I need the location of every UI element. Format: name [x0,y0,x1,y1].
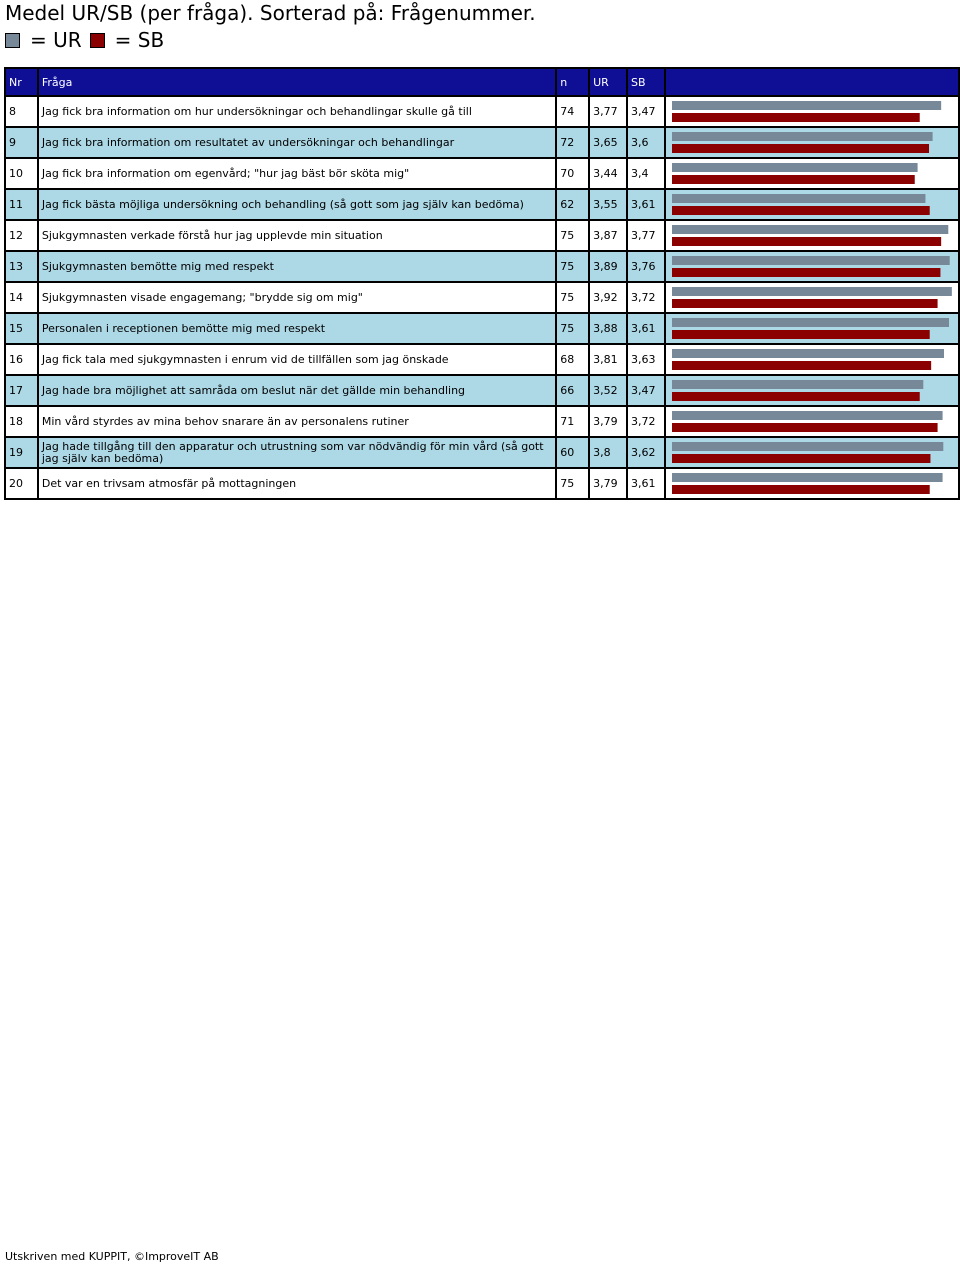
row-bar-cell [665,158,959,189]
sb-bar [672,485,930,494]
row-sb-value: 3,76 [627,251,665,282]
row-question: Min vård styrdes av mina behov snarare än av personalens rutiner [38,406,556,437]
table-row [5,189,959,220]
sb-bar [672,392,920,401]
row-bar-chart [669,283,955,312]
row-n: 75 [556,468,589,499]
row-ur-value: 3,79 [589,406,627,437]
row-sb-value: 3,63 [627,344,665,375]
row-ur-value: 3,52 [589,375,627,406]
row-bar-cell [665,468,959,499]
row-n: 75 [556,251,589,282]
ur-bar [672,256,950,265]
table-row [5,251,959,282]
row-ur-value: 3,55 [589,189,627,220]
table-row [5,158,959,189]
col-header-chart [665,68,959,96]
table-row [5,468,959,499]
table-row [5,437,959,468]
ur-bar [672,101,941,110]
row-sb-value: 3,61 [627,313,665,344]
row-bar-cell [665,251,959,282]
row-bar-chart [669,438,955,467]
legend [5,29,172,51]
sb-bar [672,113,920,122]
row-n: 74 [556,96,589,127]
ur-bar [672,349,944,358]
row-sb-value: 3,77 [627,220,665,251]
row-nr: 17 [5,375,38,406]
row-question: Jag hade bra möjlighet att samråda om beslut när det gällde min behandling [38,375,556,406]
row-bar-cell [665,406,959,437]
col-header-question: Fråga [38,68,556,96]
row-sb-value: 3,72 [627,282,665,313]
row-n: 62 [556,189,589,220]
row-bar-chart [669,407,955,436]
row-ur-value: 3,92 [589,282,627,313]
sb-bar [672,361,931,370]
row-sb-value: 3,61 [627,468,665,499]
row-sb-value: 3,47 [627,96,665,127]
row-question: Sjukgymnasten visade engagemang; "brydde sig om mig" [38,282,556,313]
row-sb-value: 3,62 [627,437,665,468]
sb-legend-label: = SB [114,28,165,52]
page-title: Medel UR/SB (per fråga). Sorterad på: Frågenummer. [5,1,536,25]
table-row [5,282,959,313]
table-header-row [5,68,959,96]
row-question: Jag hade tillgång till den apparatur och utrustning som var nödvändig för min vård (så gott jag själv kan bedöma) [38,437,556,468]
row-sb-value: 3,4 [627,158,665,189]
col-header-sb: SB [627,68,665,96]
row-bar-cell [665,344,959,375]
footer-credit: Utskriven med KUPPIT, ©ImproveIT AB [5,1250,219,1263]
row-n: 66 [556,375,589,406]
row-nr: 12 [5,220,38,251]
row-bar-cell [665,375,959,406]
row-nr: 19 [5,437,38,468]
row-bar-chart [669,97,955,126]
row-ur-value: 3,44 [589,158,627,189]
row-nr: 10 [5,158,38,189]
ur-legend-swatch [5,33,20,48]
table-row [5,406,959,437]
row-bar-chart [669,221,955,250]
row-bar-cell [665,437,959,468]
row-nr: 15 [5,313,38,344]
table-row [5,344,959,375]
results-table [4,67,960,500]
row-question: Sjukgymnasten bemötte mig med respekt [38,251,556,282]
row-nr: 9 [5,127,38,158]
sb-bar [672,454,930,463]
row-bar-chart [669,252,955,281]
table-row [5,96,959,127]
row-bar-cell [665,96,959,127]
row-question: Jag fick tala med sjukgymnasten i enrum vid de tillfällen som jag önskade [38,344,556,375]
row-sb-value: 3,61 [627,189,665,220]
row-nr: 20 [5,468,38,499]
row-n: 70 [556,158,589,189]
ur-bar [672,411,943,420]
ur-bar [672,194,925,203]
sb-bar [672,144,929,153]
ur-bar [672,132,933,141]
ur-bar [672,318,949,327]
row-nr: 13 [5,251,38,282]
row-nr: 16 [5,344,38,375]
row-ur-value: 3,88 [589,313,627,344]
row-ur-value: 3,81 [589,344,627,375]
row-sb-value: 3,47 [627,375,665,406]
row-nr: 11 [5,189,38,220]
row-ur-value: 3,65 [589,127,627,158]
row-ur-value: 3,79 [589,468,627,499]
row-ur-value: 3,8 [589,437,627,468]
ur-bar [672,473,943,482]
col-header-ur: UR [589,68,627,96]
ur-bar [672,163,918,172]
row-n: 68 [556,344,589,375]
row-n: 75 [556,282,589,313]
row-n: 71 [556,406,589,437]
row-bar-chart [669,469,955,498]
sb-bar [672,423,938,432]
row-sb-value: 3,72 [627,406,665,437]
sb-bar [672,237,941,246]
row-bar-chart [669,345,955,374]
row-question: Personalen i receptionen bemötte mig med respekt [38,313,556,344]
col-header-nr: Nr [5,68,38,96]
row-question: Sjukgymnasten verkade förstå hur jag upplevde min situation [38,220,556,251]
row-bar-cell [665,189,959,220]
row-question: Jag fick bästa möjliga undersökning och behandling (så gott som jag själv kan bedöma) [38,189,556,220]
row-bar-chart [669,128,955,157]
row-nr: 18 [5,406,38,437]
row-nr: 14 [5,282,38,313]
row-n: 75 [556,220,589,251]
row-question: Jag fick bra information om resultatet av undersökningar och behandlingar [38,127,556,158]
row-bar-cell [665,282,959,313]
sb-bar [672,175,915,184]
row-bar-chart [669,190,955,219]
row-n: 75 [556,313,589,344]
row-question: Jag fick bra information om egenvård; "hur jag bäst bör sköta mig" [38,158,556,189]
ur-bar [672,287,952,296]
row-question: Det var en trivsam atmosfär på mottagningen [38,468,556,499]
col-header-n: n [556,68,589,96]
row-sb-value: 3,6 [627,127,665,158]
row-bar-cell [665,313,959,344]
table-row [5,375,959,406]
sb-bar [672,330,930,339]
sb-bar [672,206,930,215]
table-row [5,127,959,158]
row-bar-cell [665,127,959,158]
table-row [5,220,959,251]
ur-bar [672,442,943,451]
table-row [5,313,959,344]
row-bar-cell [665,220,959,251]
row-ur-value: 3,89 [589,251,627,282]
row-bar-chart [669,376,955,405]
sb-bar [672,299,938,308]
row-question: Jag fick bra information om hur undersökningar och behandlingar skulle gå till [38,96,556,127]
ur-bar [672,225,948,234]
row-bar-chart [669,314,955,343]
ur-legend-label: = UR [30,28,82,52]
row-ur-value: 3,87 [589,220,627,251]
row-bar-chart [669,159,955,188]
sb-bar [672,268,940,277]
row-ur-value: 3,77 [589,96,627,127]
row-n: 72 [556,127,589,158]
sb-legend-swatch [90,33,105,48]
row-n: 60 [556,437,589,468]
ur-bar [672,380,923,389]
row-nr: 8 [5,96,38,127]
